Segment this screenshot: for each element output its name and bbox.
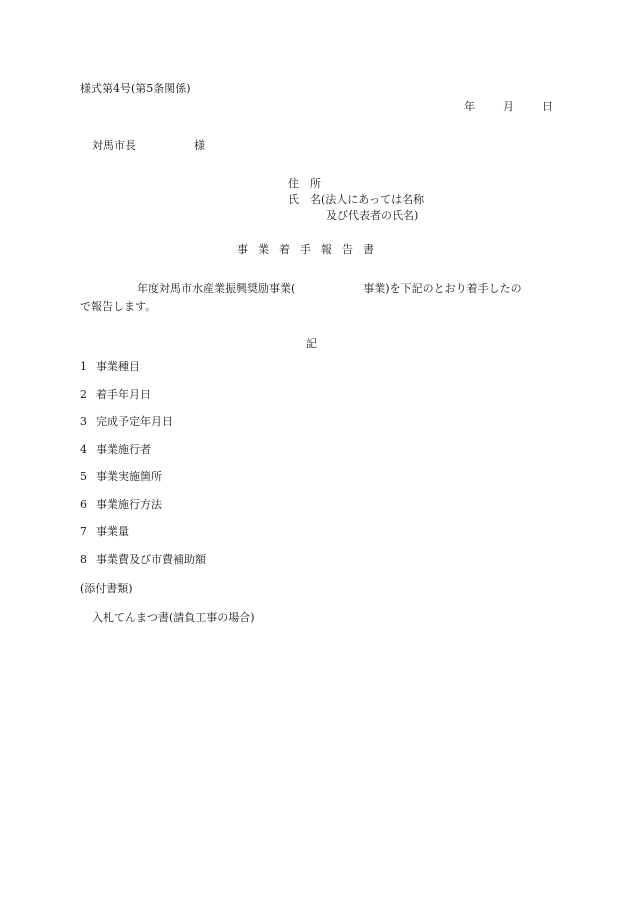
list-item — [80, 470, 206, 498]
item-number: 6 — [80, 497, 87, 511]
addressee — [92, 139, 205, 153]
item-label: 事業施行方法 — [96, 497, 162, 511]
item-number: 4 — [80, 442, 87, 456]
date-day: 日 — [542, 100, 553, 113]
attachments-heading: (添付書類) — [80, 582, 133, 595]
addressee-name: 対馬市長 — [92, 139, 136, 152]
item-label: 完成予定年月日 — [96, 415, 173, 428]
name-label-continued: 及び代表者の氏名) — [326, 209, 419, 222]
attachment-item: 入札てんまつ書(請負工事の場合) — [92, 611, 255, 624]
body-part-2: 事業)を下記のとおり着手したの — [363, 282, 522, 295]
item-label: 事業種目 — [96, 360, 140, 373]
item-label: 事業量 — [96, 525, 129, 538]
item-list — [80, 360, 206, 580]
item-number: 7 — [80, 525, 87, 538]
ki-heading: 記 — [306, 337, 317, 350]
list-item — [80, 388, 206, 416]
item-number: 2 — [80, 387, 87, 401]
address-label: 住 所 — [288, 177, 321, 190]
name-label: 氏 名(法人にあっては名称 — [288, 193, 425, 206]
date-month: 月 — [503, 100, 514, 113]
item-number: 1 — [80, 360, 87, 373]
list-item — [80, 553, 206, 581]
list-item — [80, 498, 206, 526]
item-label: 着手年月日 — [96, 387, 151, 401]
item-number: 5 — [80, 470, 87, 483]
item-number: 8 — [80, 552, 87, 566]
list-item — [80, 415, 206, 443]
list-item — [80, 525, 206, 553]
body-part-1: 年度対馬市水産業振興奨励事業( — [137, 282, 296, 295]
form-number: 様式第4号(第5条関係) — [80, 82, 191, 95]
date-line — [464, 100, 553, 114]
addressee-honorific: 様 — [194, 139, 205, 152]
item-label: 事業実施箇所 — [96, 470, 162, 483]
list-item — [80, 360, 206, 388]
list-item — [80, 443, 206, 471]
item-label: 事業施行者 — [96, 442, 151, 456]
body-part-3: で報告します。 — [80, 300, 157, 313]
date-year: 年 — [464, 100, 475, 113]
body-paragraph — [80, 280, 555, 316]
item-label: 事業費及び市費補助額 — [96, 552, 206, 566]
applicant-block — [288, 176, 424, 224]
document-title: 事業着手報告書 — [237, 243, 384, 256]
item-number: 3 — [80, 415, 87, 428]
